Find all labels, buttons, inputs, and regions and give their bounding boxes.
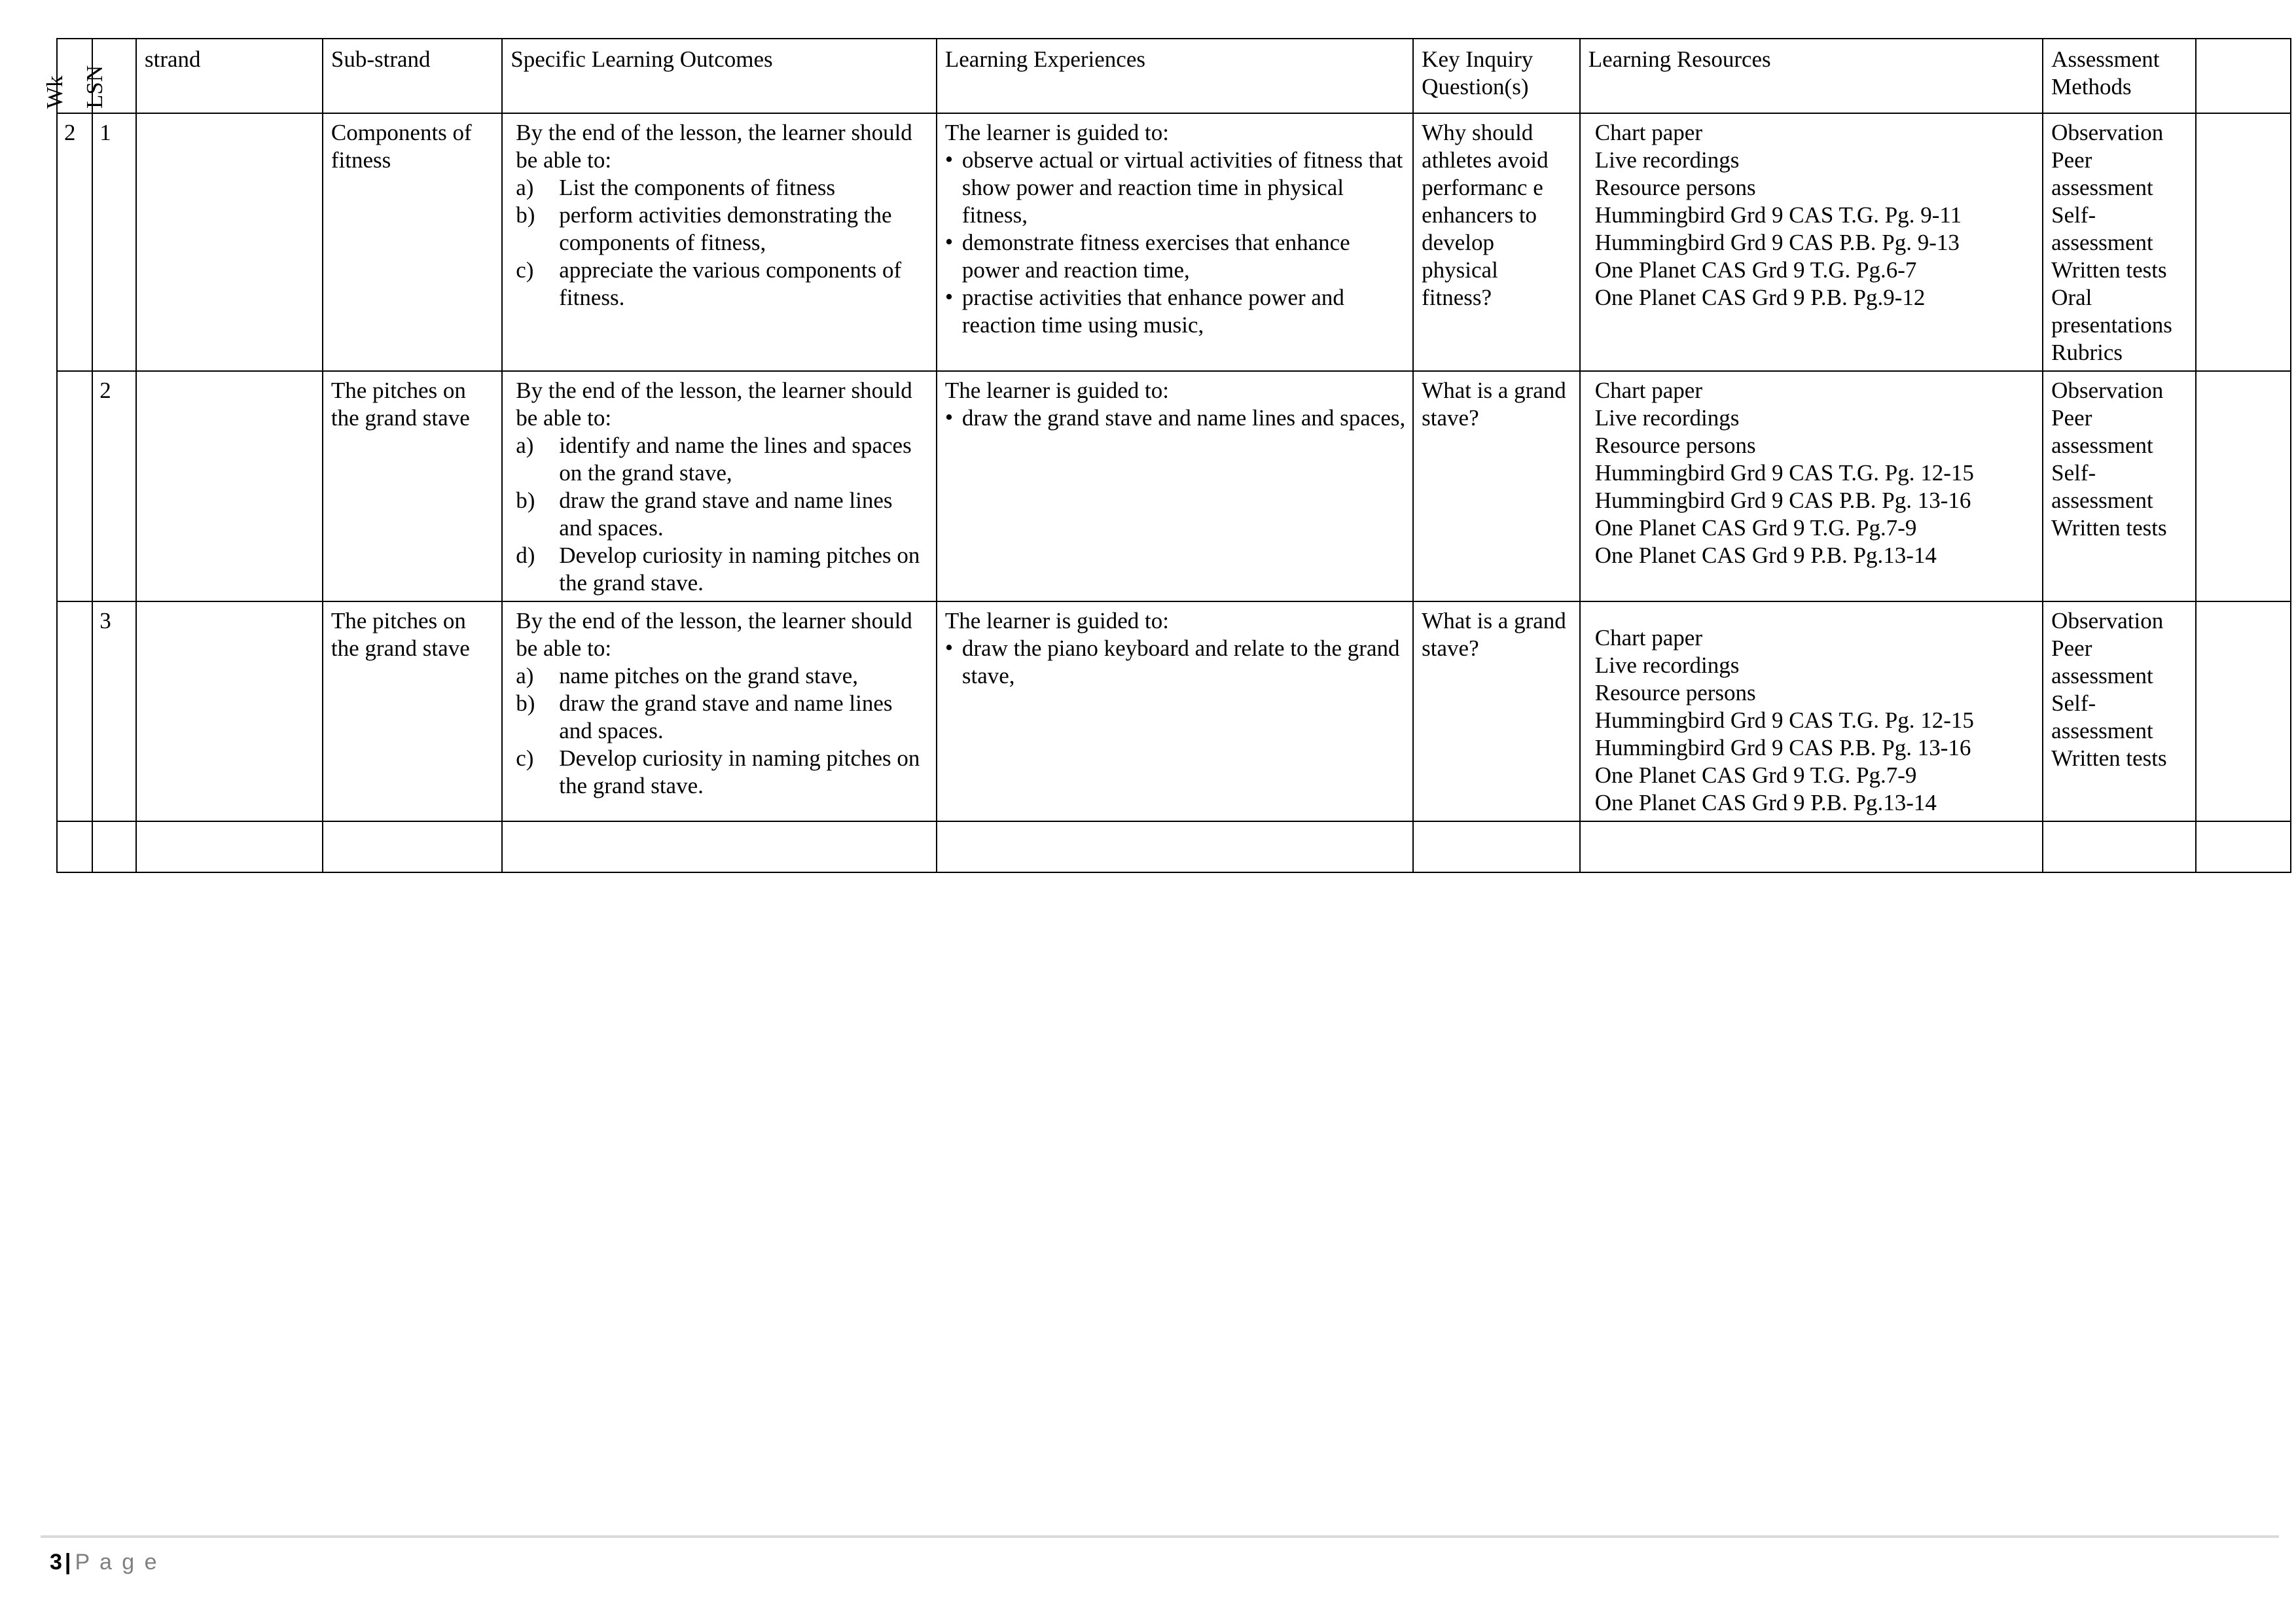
scheme-of-work-table bbox=[42, 38, 2291, 873]
slo-list-item bbox=[511, 542, 929, 597]
cell-empty bbox=[136, 821, 323, 872]
cell-learning-resources bbox=[1580, 601, 2043, 821]
slo-item-marker: d) bbox=[516, 543, 535, 568]
column-header-specific-learning-outcomes bbox=[502, 39, 937, 113]
table-header-row bbox=[57, 39, 2291, 113]
table-body bbox=[57, 113, 2291, 872]
cell-empty bbox=[92, 821, 136, 872]
assessment-methods-list bbox=[2051, 119, 2189, 366]
slo-item-text: draw the grand stave and name lines and spaces. bbox=[559, 488, 893, 541]
column-header-reflection bbox=[2196, 39, 2291, 113]
learning-resources-list bbox=[1588, 377, 2036, 569]
learning-experiences-list bbox=[945, 404, 1406, 432]
slo-item-text: perform activities demonstrating the components of fitness, bbox=[559, 202, 892, 255]
learning-experiences-lead-text: The learner is guided to: bbox=[944, 120, 1169, 145]
cell-lesson-number: 2 bbox=[92, 371, 136, 601]
learning-resource-item: One Planet CAS Grd 9 T.G. Pg.7-9 bbox=[1594, 515, 1917, 541]
cell-sub-strand: The pitches on the grand stave bbox=[323, 601, 502, 821]
cell-specific-learning-outcomes bbox=[502, 113, 937, 371]
assessment-method-item: Oral presentations bbox=[2051, 285, 2172, 338]
cell-specific-learning-outcomes bbox=[502, 601, 937, 821]
learning-resource-item: Live recordings bbox=[1594, 652, 1740, 678]
column-header-learning-resources bbox=[1580, 39, 2043, 113]
cell-specific-learning-outcomes bbox=[502, 371, 937, 601]
learning-experience-item bbox=[945, 635, 1406, 690]
learning-resource-item: One Planet CAS Grd 9 T.G. Pg.7-9 bbox=[1594, 762, 1917, 788]
slo-item-marker: a) bbox=[516, 175, 534, 200]
learning-experience-text: draw the piano keyboard and relate to the grand stave, bbox=[961, 635, 1400, 688]
assessment-method-item: Observation bbox=[2051, 378, 2164, 403]
cell-lesson-number: 1 bbox=[92, 113, 136, 371]
slo-list-item bbox=[511, 432, 929, 487]
cell-empty bbox=[937, 821, 1413, 872]
cell-key-inquiry-question: What is a grand stave? bbox=[1413, 371, 1580, 601]
cell-learning-experiences bbox=[937, 113, 1413, 371]
learning-experience-item bbox=[945, 284, 1406, 339]
cell-reflection bbox=[2196, 371, 2291, 601]
assessment-method-item: Written tests bbox=[2051, 745, 2167, 771]
learning-resources-list bbox=[1588, 607, 2036, 817]
learning-resource-item: Chart paper bbox=[1594, 120, 1702, 145]
learning-experience-text: practise activities that enhance power and reaction time using music, bbox=[961, 285, 1344, 338]
table-row bbox=[57, 113, 2291, 371]
slo-lead-text: By the end of the lesson, the learner should be able to: bbox=[516, 378, 912, 431]
cell-learning-resources bbox=[1580, 371, 2043, 601]
cell-empty bbox=[1580, 821, 2043, 872]
cell-empty bbox=[1413, 821, 1580, 872]
assessment-method-item: Peer assessment bbox=[2051, 635, 2153, 688]
cell-learning-experiences bbox=[937, 601, 1413, 821]
bullet-icon: • bbox=[944, 284, 954, 310]
slo-list bbox=[511, 662, 929, 800]
learning-resource-item: Chart paper bbox=[1594, 625, 1702, 651]
slo-list bbox=[511, 174, 929, 312]
slo-lead-text: By the end of the lesson, the learner should be able to: bbox=[516, 608, 912, 661]
assessment-methods-list bbox=[2051, 377, 2189, 542]
slo-item-marker: b) bbox=[516, 202, 535, 228]
assessment-method-item: Observation bbox=[2051, 120, 2164, 145]
slo-item-marker: a) bbox=[516, 433, 534, 458]
footer bbox=[50, 1550, 159, 1575]
learning-resource-item: Live recordings bbox=[1594, 147, 1740, 173]
learning-experience-item bbox=[945, 147, 1406, 229]
cell-empty bbox=[2196, 821, 2291, 872]
slo-item-text: List the components of fitness bbox=[559, 175, 836, 200]
slo-item-text: appreciate the various components of fitness. bbox=[559, 257, 902, 310]
cell-empty bbox=[2043, 821, 2196, 872]
learning-resource-item: Resource persons bbox=[1594, 175, 1756, 200]
cell-week: 2 bbox=[57, 113, 92, 371]
cell-learning-resources bbox=[1580, 113, 2043, 371]
cell-key-inquiry-question: Why should athletes avoid performanc e enhancers to develop physical fitness? bbox=[1413, 113, 1580, 371]
cell-empty bbox=[57, 821, 92, 872]
slo-item-text: identify and name the lines and spaces on the grand stave, bbox=[559, 433, 912, 486]
column-header-lres-label: Learning Resources bbox=[1588, 46, 1771, 72]
assessment-method-item: Peer assessment bbox=[2051, 147, 2153, 200]
slo-list-item bbox=[511, 257, 929, 312]
bullet-icon: • bbox=[944, 229, 954, 255]
column-header-wk-label: Wk bbox=[42, 75, 68, 109]
slo-list-item bbox=[511, 487, 929, 542]
cell-empty bbox=[502, 821, 937, 872]
learning-resource-item: One Planet CAS Grd 9 T.G. Pg.6-7 bbox=[1594, 257, 1917, 283]
column-header-sub-strand bbox=[323, 39, 502, 113]
learning-experience-item bbox=[945, 404, 1406, 432]
slo-item-marker: b) bbox=[516, 690, 535, 716]
learning-experiences-lead-text: The learner is guided to: bbox=[944, 378, 1169, 403]
footer-page-label: P a g e bbox=[75, 1550, 159, 1575]
column-header-lsn bbox=[81, 39, 136, 113]
slo-item-text: Develop curiosity in naming pitches on the grand stave. bbox=[559, 543, 920, 596]
column-header-strand bbox=[136, 39, 323, 113]
learning-resource-item: Live recordings bbox=[1594, 405, 1740, 431]
slo-list bbox=[511, 432, 929, 597]
learning-experience-text: observe actual or virtual activities of fitness that show power and reaction time in physical fitness, bbox=[961, 147, 1403, 228]
column-header-strand-label: strand bbox=[145, 46, 201, 72]
slo-item-marker: b) bbox=[516, 488, 535, 513]
cell-lesson-number: 3 bbox=[92, 601, 136, 821]
learning-resource-item: Hummingbird Grd 9 CAS P.B. Pg. 13-16 bbox=[1594, 735, 1971, 760]
learning-resource-item: One Planet CAS Grd 9 P.B. Pg.13-14 bbox=[1594, 543, 1937, 568]
cell-sub-strand: The pitches on the grand stave bbox=[323, 371, 502, 601]
table-row-empty bbox=[57, 821, 2291, 872]
assessment-method-item: Written tests bbox=[2051, 257, 2167, 283]
column-header-assessment-label: Assessment Methods bbox=[2051, 46, 2160, 99]
slo-item-text: Develop curiosity in naming pitches on the grand stave. bbox=[559, 745, 920, 798]
learning-experiences-list bbox=[945, 147, 1406, 339]
learning-experiences-lead-text: The learner is guided to: bbox=[944, 608, 1169, 633]
learning-resource-item: Hummingbird Grd 9 CAS T.G. Pg. 9-11 bbox=[1594, 202, 1962, 228]
cell-reflection bbox=[2196, 113, 2291, 371]
assessment-method-item: Peer assessment bbox=[2051, 405, 2153, 458]
column-header-learning-experiences bbox=[937, 39, 1413, 113]
bullet-icon: • bbox=[944, 147, 954, 172]
learning-experience-text: draw the grand stave and name lines and spaces, bbox=[961, 405, 1406, 431]
cell-assessment-methods bbox=[2043, 113, 2196, 371]
learning-resource-item: One Planet CAS Grd 9 P.B. Pg.9-12 bbox=[1594, 285, 1926, 310]
learning-experience-item bbox=[945, 229, 1406, 284]
slo-list-item bbox=[511, 202, 929, 257]
bullet-icon: • bbox=[944, 635, 954, 660]
cell-strand bbox=[136, 113, 323, 371]
cell-learning-experiences bbox=[937, 371, 1413, 601]
learning-experiences-list bbox=[945, 635, 1406, 690]
column-header-kiq-label: Key Inquiry Question(s) bbox=[1422, 46, 1534, 99]
learning-resource-item: One Planet CAS Grd 9 P.B. Pg.13-14 bbox=[1594, 790, 1937, 815]
footer-divider bbox=[41, 1535, 2279, 1538]
slo-item-text: name pitches on the grand stave, bbox=[559, 663, 859, 688]
assessment-methods-list bbox=[2051, 607, 2189, 772]
cell-strand bbox=[136, 371, 323, 601]
cell-reflection bbox=[2196, 601, 2291, 821]
table-row bbox=[57, 371, 2291, 601]
slo-list-item bbox=[511, 662, 929, 690]
slo-list-item bbox=[511, 690, 929, 745]
column-header-lex-label: Learning Experiences bbox=[944, 46, 1145, 72]
assessment-method-item: Written tests bbox=[2051, 515, 2167, 541]
slo-item-text: draw the grand stave and name lines and spaces. bbox=[559, 690, 893, 743]
assessment-method-item: Rubrics bbox=[2051, 340, 2123, 365]
cell-strand bbox=[136, 601, 323, 821]
assessment-method-item: Self-assessment bbox=[2051, 202, 2153, 255]
cell-week bbox=[57, 601, 92, 821]
learning-resource-item: Hummingbird Grd 9 CAS P.B. Pg. 13-16 bbox=[1594, 488, 1971, 513]
slo-item-marker: c) bbox=[516, 257, 534, 283]
slo-item-marker: a) bbox=[516, 663, 534, 688]
learning-resource-item: Hummingbird Grd 9 CAS P.B. Pg. 9-13 bbox=[1594, 230, 1960, 255]
learning-resources-list bbox=[1588, 119, 2036, 312]
learning-resource-item: Chart paper bbox=[1594, 378, 1702, 403]
learning-resource-item: Hummingbird Grd 9 CAS T.G. Pg. 12-15 bbox=[1594, 707, 1974, 733]
column-header-assessment-methods bbox=[2043, 39, 2196, 113]
cell-empty bbox=[323, 821, 502, 872]
column-header-sub-strand-label: Sub-strand bbox=[331, 46, 431, 72]
cell-assessment-methods bbox=[2043, 601, 2196, 821]
column-header-slo-label: Specific Learning Outcomes bbox=[511, 46, 773, 72]
slo-list-item bbox=[511, 174, 929, 202]
column-header-key-inquiry-questions bbox=[1413, 39, 1580, 113]
footer-page-number: 3 bbox=[50, 1550, 62, 1575]
column-header-lsn-label: LSN bbox=[81, 65, 107, 109]
assessment-method-item: Self-assessment bbox=[2051, 690, 2153, 743]
cell-key-inquiry-question: What is a grand stave? bbox=[1413, 601, 1580, 821]
slo-list-item bbox=[511, 745, 929, 800]
learning-resource-item: Resource persons bbox=[1594, 680, 1756, 705]
assessment-method-item: Self-assessment bbox=[2051, 460, 2153, 513]
learning-resource-item: Hummingbird Grd 9 CAS T.G. Pg. 12-15 bbox=[1594, 460, 1974, 486]
cell-week bbox=[57, 371, 92, 601]
assessment-method-item: Observation bbox=[2051, 608, 2164, 633]
slo-item-marker: c) bbox=[516, 745, 534, 771]
table-row bbox=[57, 601, 2291, 821]
bullet-icon: • bbox=[944, 404, 954, 430]
slo-lead-text: By the end of the lesson, the learner should be able to: bbox=[516, 120, 912, 173]
cell-assessment-methods bbox=[2043, 371, 2196, 601]
footer-separator: | bbox=[64, 1550, 71, 1575]
cell-sub-strand: Components of fitness bbox=[323, 113, 502, 371]
learning-experience-text: demonstrate fitness exercises that enhance power and reaction time, bbox=[961, 230, 1350, 283]
learning-resource-item: Resource persons bbox=[1594, 433, 1756, 458]
